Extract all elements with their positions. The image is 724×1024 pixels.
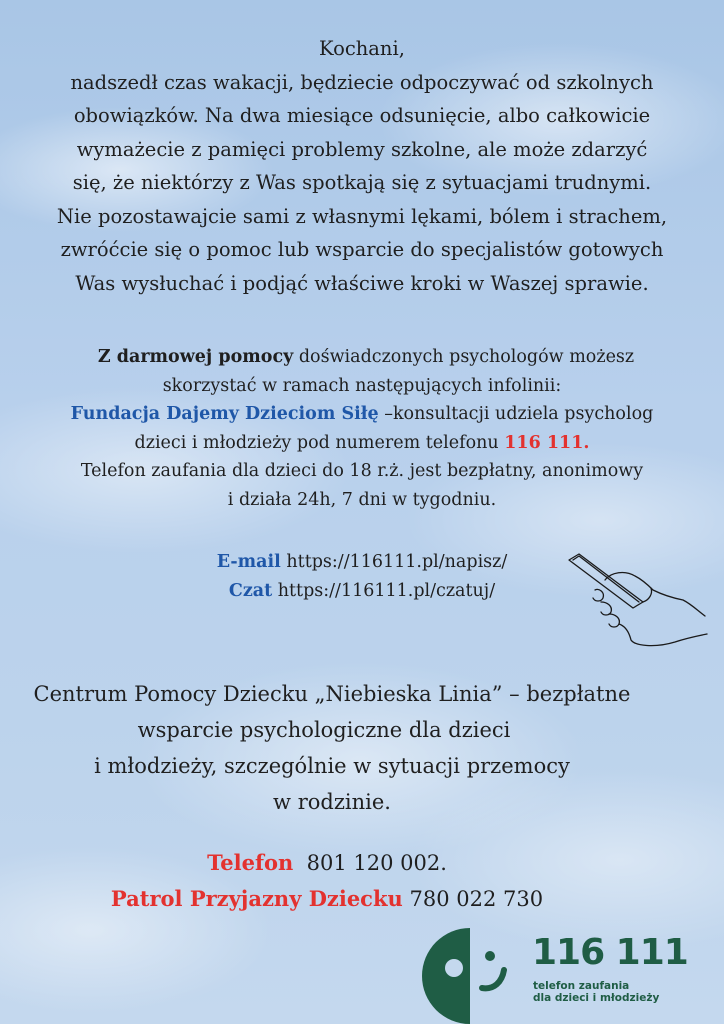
intro-line: Was wysłuchać i podjąć właściwe kroki w Waszej sprawie.	[75, 271, 649, 295]
niebieska-line: Centrum Pomocy Dziecku „Niebieska Linia” – bezpłatne	[33, 682, 631, 706]
phones-section	[0, 845, 724, 917]
smiley-logo-icon	[418, 926, 528, 1024]
intro-line: zwróćcie się o pomoc lub wsparcie do specjalistów gotowych	[60, 238, 664, 261]
intro-line: się, że niektórzy z Was spotkają się z sytuacjami trudnymi.	[72, 171, 652, 194]
intro-paragraph	[0, 32, 724, 300]
intro-line: Nie pozostawajcie sami z własnymi lękami, bólem i strachem,	[56, 204, 668, 228]
patrol-line	[0, 881, 724, 917]
foundation-name: Fundacja Dajemy Dzieciom Siłę	[70, 404, 379, 424]
helpline-phone-number: 116 111.	[504, 432, 590, 453]
phone-line	[0, 845, 724, 881]
intro-line: Kochani,	[319, 37, 405, 60]
niebieska-linia-section	[0, 676, 724, 820]
help-section	[0, 343, 724, 514]
help-line: skorzystać w ramach następujących infolinii:	[162, 375, 562, 396]
logo-tagline-line: telefon zaufania	[533, 980, 630, 992]
intro-line: wymażecie z pamięci problemy szkolne, ale może zdarzyć	[76, 137, 648, 161]
help-line-text: –konsultacji udziela psycholog	[378, 404, 654, 424]
patrol-value: 780 022 730	[402, 887, 544, 911]
email-label: E-mail	[216, 552, 281, 572]
help-line: i działa 24h, 7 dni w tygodniu.	[227, 489, 497, 510]
help-line	[0, 400, 724, 429]
chat-label: Czat	[228, 580, 273, 601]
niebieska-line: i młodzieży, szczególnie w sytuacji przemocy	[94, 754, 570, 778]
logo-tagline	[533, 980, 659, 1004]
help-line	[0, 343, 724, 372]
hand-holding-phone-icon	[565, 550, 710, 650]
intro-line: obowiązków. Na dwa miesiące odsunięcie, albo całkowicie	[73, 104, 651, 127]
logo-number: 116 111	[532, 932, 688, 973]
phone-label: Telefon	[207, 850, 294, 875]
help-bold-lead: Z darmowej pomocy	[97, 347, 294, 367]
email-link[interactable]: https://116111.pl/napisz/	[280, 552, 508, 572]
patrol-label: Patrol Przyjazny Dziecku	[110, 886, 403, 911]
niebieska-line: wsparcie psychologiczne dla dzieci	[137, 718, 511, 742]
phone-value: 801 120 002.	[293, 851, 447, 875]
help-line-text: doświadczonych psychologów możesz	[293, 347, 635, 367]
intro-line: nadszedł czas wakacji, będziecie odpoczywać od szkolnych	[70, 70, 654, 94]
help-line	[0, 429, 724, 458]
niebieska-line: w rodzinie.	[273, 790, 391, 814]
chat-link[interactable]: https://116111.pl/czatuj/	[272, 580, 496, 601]
help-line: Telefon zaufania dla dzieci do 18 r.ż. jest bezpłatny, anonimowy	[80, 461, 644, 481]
logo-tagline-line: dla dzieci i młodzieży	[533, 992, 660, 1004]
help-line-text: dzieci i młodzieży pod numerem telefonu	[134, 432, 505, 453]
